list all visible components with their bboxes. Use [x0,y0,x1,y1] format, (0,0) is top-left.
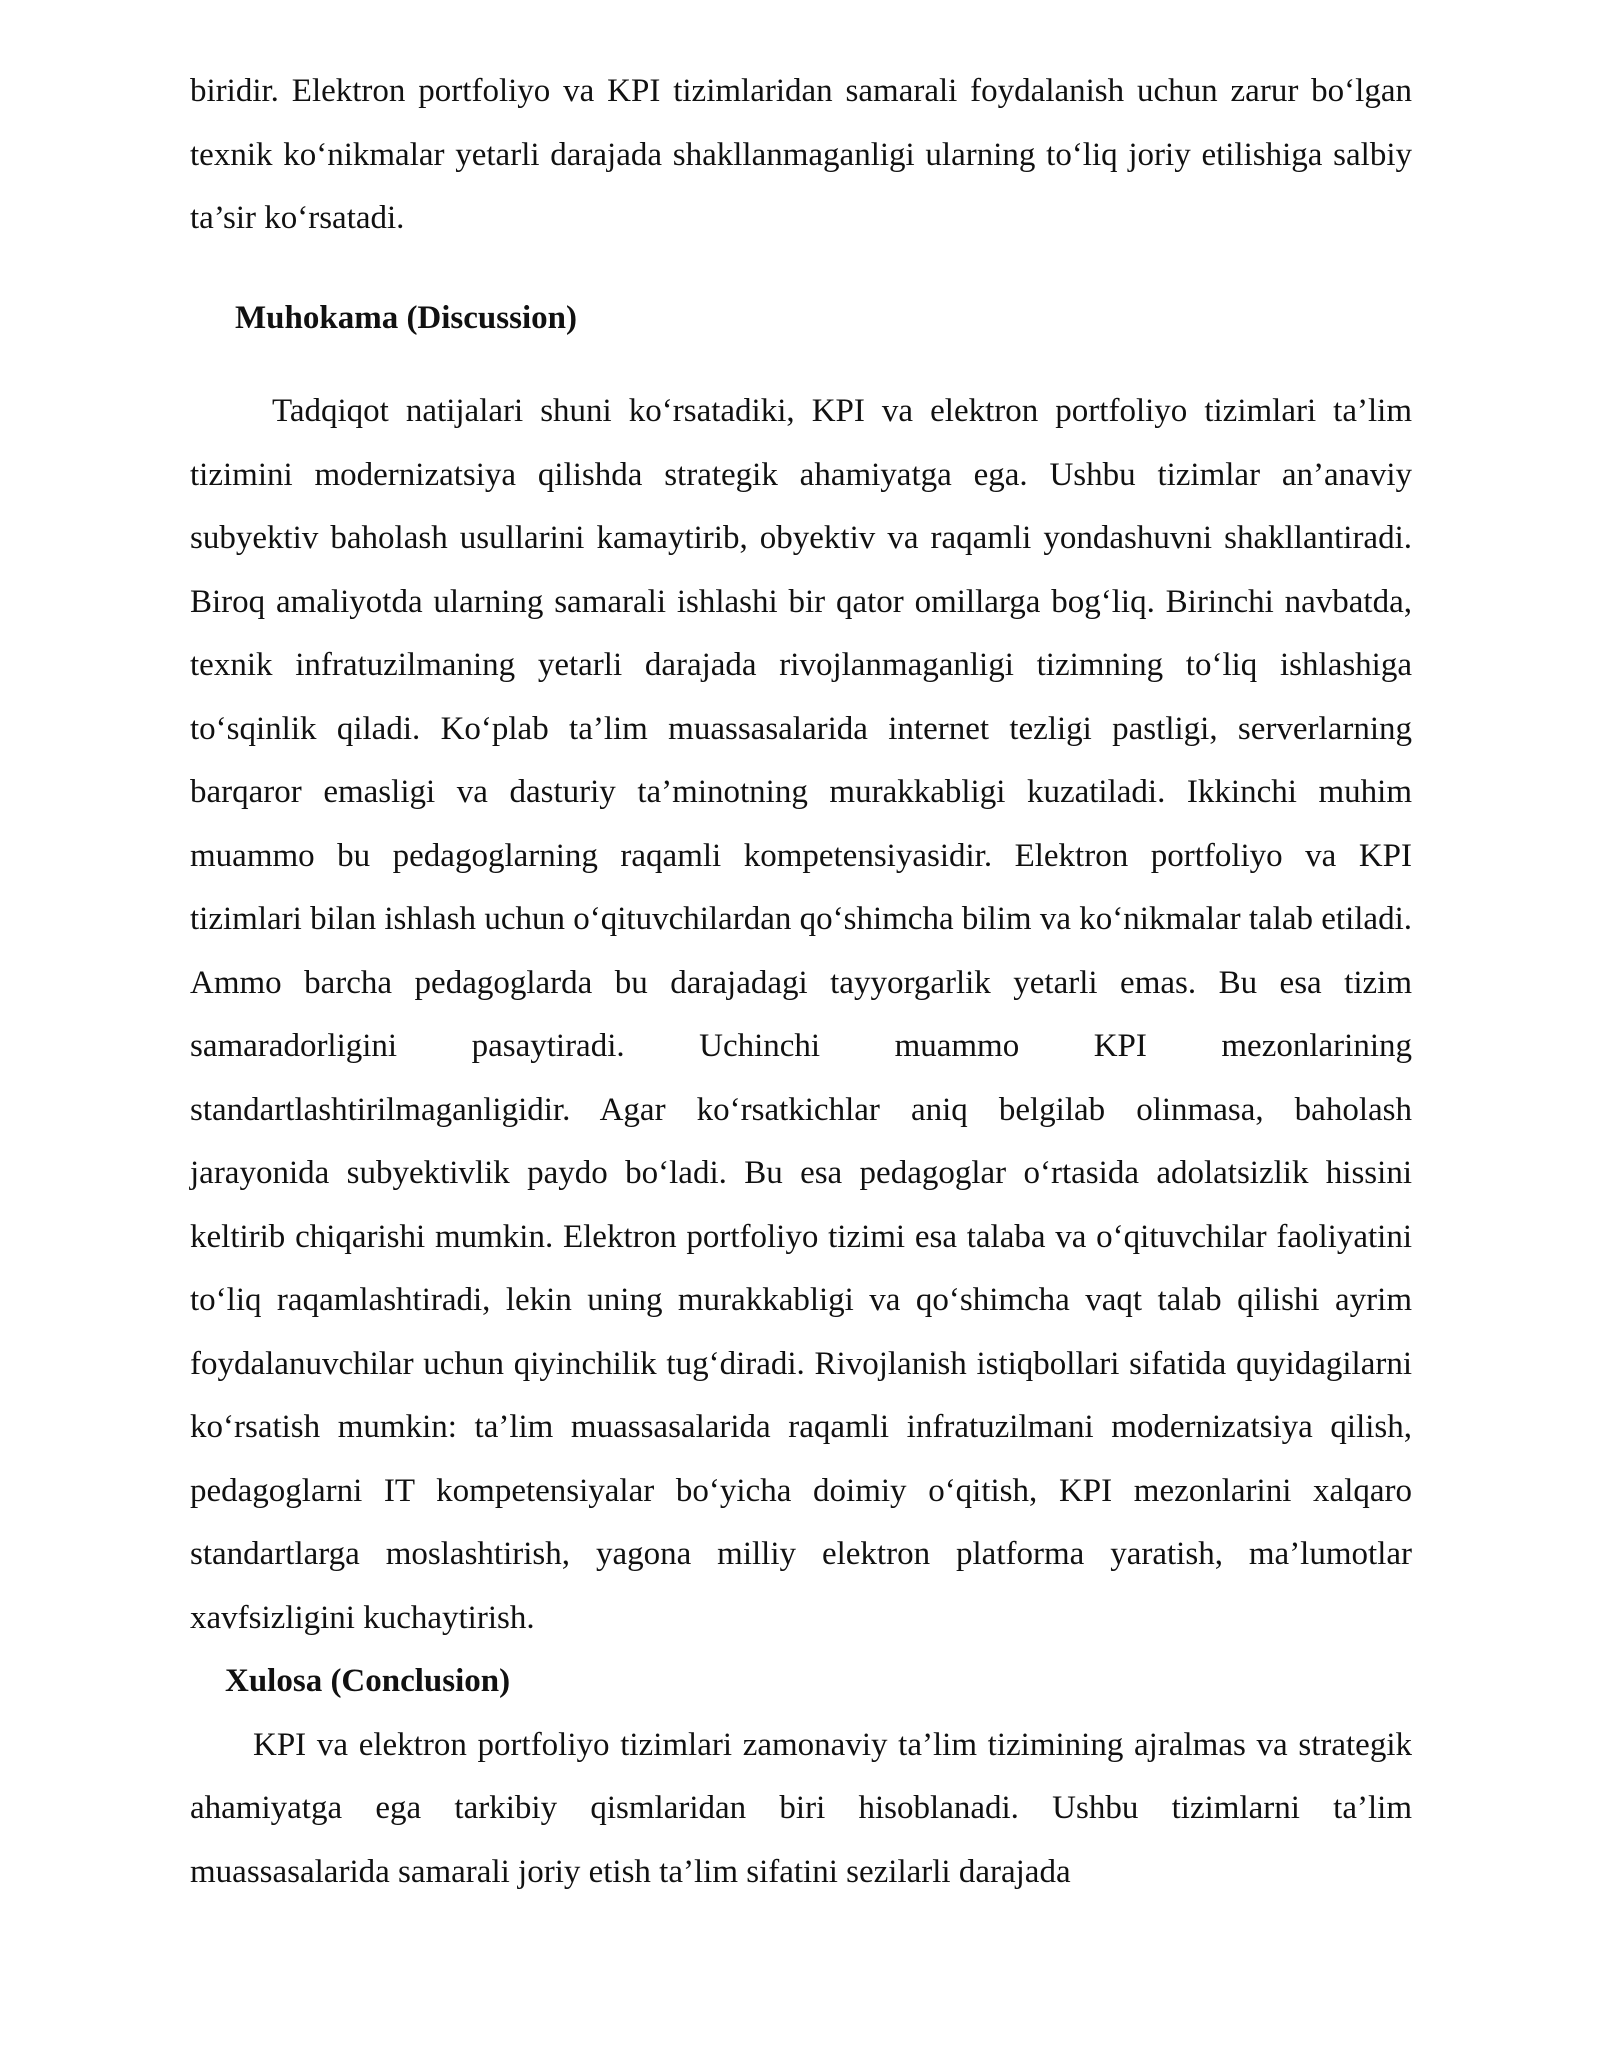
document-page [190,60,1412,1904]
discussion-heading: Muhokama (Discussion) [235,299,577,336]
intro-paragraph: biridir. Elektron portfoliyo va KPI tizimlaridan samarali foydalanish uchun zarur bo‘lgan texnik ko‘nikmalar yetarli darajada shakllanmaganligi ularning to‘liq joriy etilishiga salbiy ta’sir ko‘rsatadi. [190,73,1412,236]
conclusion-paragraph: KPI va elektron portfoliyo tizimlari zamonaviy ta’lim tizimining ajralmas va strategik ahamiyatga ega tarkibiy qismlaridan biri hisoblanadi. Ushbu tizimlarni ta’lim muassasalarida samarali joriy etish ta’lim sifatini sezilarli darajada [190,1726,1412,1890]
discussion-paragraph: Tadqiqot natijalari shuni ko‘rsatadiki, KPI va elektron portfoliyo tizimlari ta’lim tizimini modernizatsiya qilishda strategik ahamiyatga ega. Ushbu tizimlar an’anaviy subyektiv baholash usullarini kamaytirib, obyektiv va raqamli yondashuvni shakllantiradi. Biroq amaliyotda ularning samarali ishlashi bir qator omillarga bog‘liq. Birinchi navbatda, texnik infratuzilmaning yetarli darajada rivojlanmaganligi tizimning to‘liq ishlashiga to‘sqinlik qiladi. Ko‘plab ta’lim muassasalarida internet tezligi pastligi, serverlarning barqaror emasligi va dasturiy ta’minotning murakkabligi kuzatiladi. Ikkinchi muhim muammo bu pedagoglarning raqamli kompetensiyasidir. Elektron portfoliyo va KPI tizimlari bilan ishlash uchun o‘qituvchilardan qo‘shimcha bilim va ko‘nikmalar talab etiladi. Ammo barcha pedagoglarda bu darajadagi tayyorgarlik yetarli emas. Bu esa tizim samaradorligini pasaytiradi. Uchinchi muammo KPI mezonlarining standartlashtirilmaganligidir. Agar ko‘rsatkichlar aniq belgilab olinmasa, baholash jarayonida subyektivlik paydo bo‘ladi. Bu esa pedagoglar o‘rtasida adolatsizlik hissini keltirib chiqarishi mumkin. Elektron portfoliyo tizimi esa talaba va o‘qituvchilar faoliyatini to‘liq raqamlashtiradi, lekin uning murakkabligi va qo‘shimcha vaqt talab qilishi ayrim foydalanuvchilar uchun qiyinchilik tug‘diradi. Rivojlanish istiqbollari sifatida quyidagilarni ko‘rsatish mumkin: ta’lim muassasalarida raqamli infratuzilmani modernizatsiya qilish, pedagoglarni IT kompetensiyalar bo‘yicha doimiy o‘qitish, KPI mezonlarini xalqaro standartlarga moslashtirish, yagona milliy elektron platforma yaratish, ma’lumotlar xavfsizligini kuchaytirish. [190,393,1412,1636]
conclusion-heading: Xulosa (Conclusion) [225,1663,511,1699]
